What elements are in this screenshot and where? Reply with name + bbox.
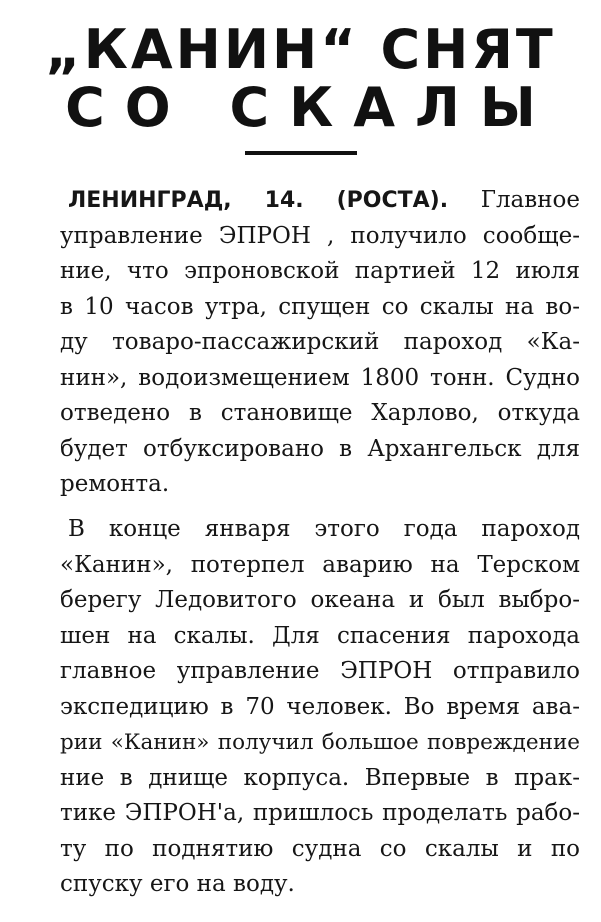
paragraph-line: тике ЭПРОН'а, пришлось проделать рабо- — [60, 800, 580, 826]
headline-divider — [245, 151, 357, 155]
paragraph-line — [60, 183, 580, 219]
article-paragraph-1 — [60, 183, 580, 503]
paragraph-line: ремонта. — [60, 471, 170, 497]
headline-line-1: „КАНИН“ СНЯТ — [45, 18, 556, 81]
article-paragraph-2 — [60, 512, 580, 903]
paragraph-line: ние, что эпроновской партией 12 июля — [60, 258, 580, 284]
paragraph-line: экспедицию в 70 человек. Во время ава- — [60, 693, 580, 720]
paragraph-text: Главное — [480, 187, 581, 213]
paragraph-line: ду товаро-пассажирский пароход «Ка- — [60, 329, 580, 355]
paragraph-line: управление ЭПРОН , получило сообще- — [60, 222, 580, 249]
paragraph-line: ние в днище корпуса. Впервые в прак- — [60, 764, 580, 791]
paragraph-line: отведено в становище Харлово, откуда — [60, 400, 580, 426]
paragraph-line: В конце января этого года пароход — [68, 516, 580, 542]
paragraph-line: «Канин», потерпел аварию на Терском — [60, 551, 580, 578]
paragraph-line: спуску его на воду. — [60, 871, 295, 897]
paragraph-line: ту по поднятию судна со скалы и по — [60, 835, 580, 862]
paragraph-line: главное управление ЭПРОН отправило — [60, 658, 580, 684]
paragraph-line: шен на скалы. Для спасения парохода — [60, 622, 580, 649]
paragraph-line: рии «Канин» получил большое повреждение — [60, 730, 580, 755]
paragraph-line: будет отбуксировано в Архангельск для — [60, 435, 580, 462]
dateline: ЛЕНИНГРАД, 14. (РОСТА). — [68, 188, 449, 213]
paragraph-line: в 10 часов утра, спущен со скалы на во- — [60, 293, 580, 320]
paragraph-line: берегу Ледовитого океана и был выбро- — [60, 587, 580, 613]
headline-line-2: СО СКАЛЫ — [65, 76, 556, 139]
paragraph-line: нин», водоизмещением 1800 тонн. Судно — [60, 364, 580, 391]
